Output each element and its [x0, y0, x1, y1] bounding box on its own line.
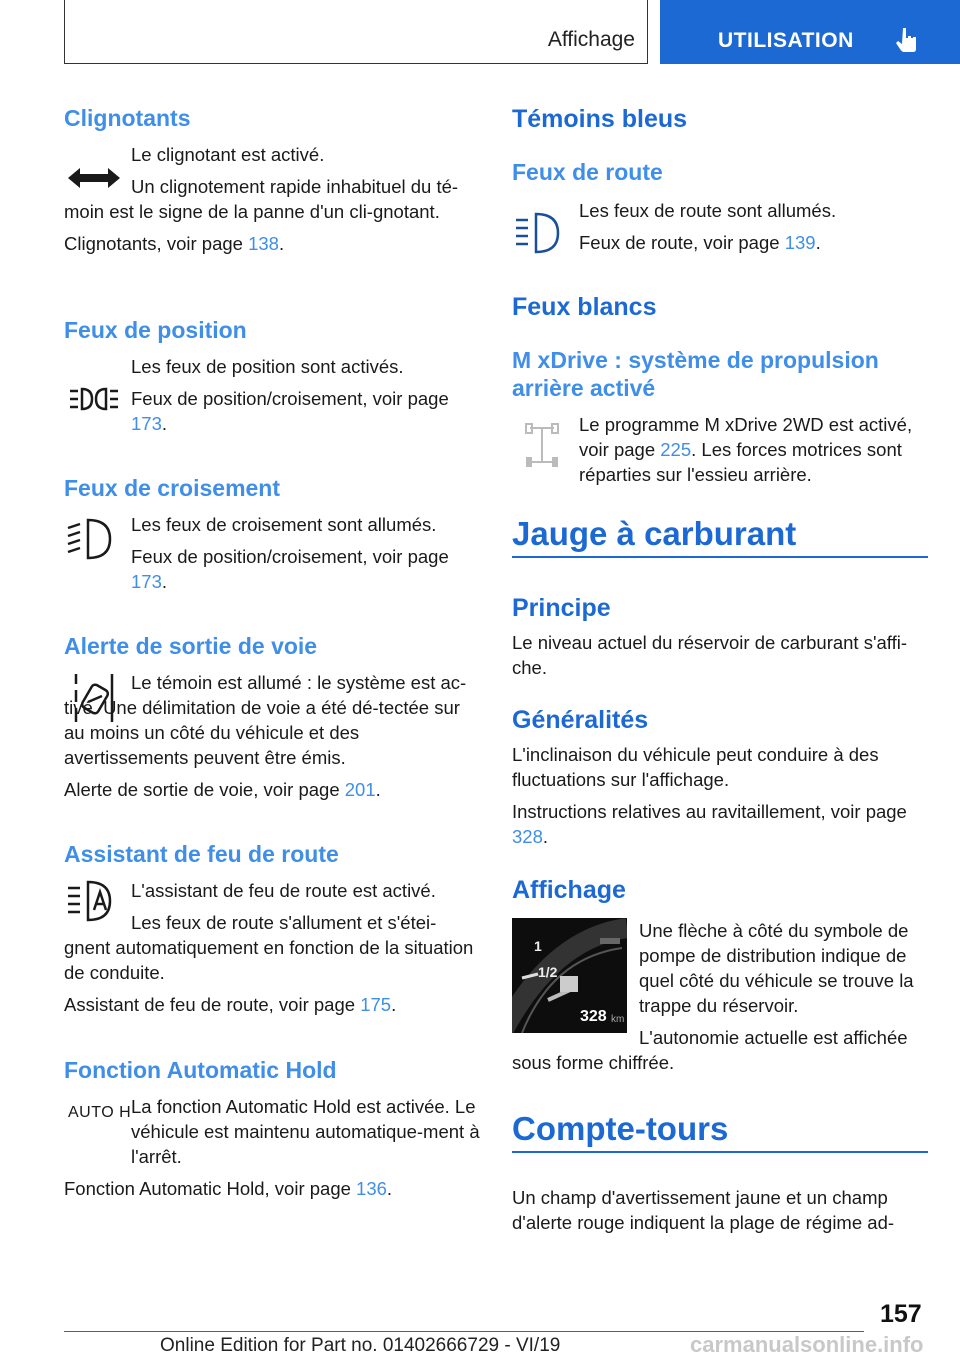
jauge-section [512, 514, 928, 1109]
assistant-feu-ref: Assistant de feu de route, voir page 175. [64, 994, 397, 1015]
affichage-heading: Affichage [512, 876, 626, 904]
feux-position-text-1: Les feux de position sont activés. [131, 356, 404, 377]
alerte-sortie-ref: Alerte de sortie de voie, voir page 201. [64, 779, 381, 800]
feux-croisement-text-1: Les feux de croisement sont allumés. [131, 514, 437, 535]
feux-position-section [64, 316, 480, 474]
clignotants-text-1: Le clignotant est activé. [131, 144, 325, 165]
clignotants-text-2: Un clignotement rapide inhabituel du té-moin est le signe de la panne d'un cli-gnotant. [64, 176, 459, 222]
right-column [512, 100, 928, 1239]
clignotants-section [64, 100, 480, 290]
affichage-text-1: Une flèche à côté du symbole de pompe de distribution indique de quel côté du véhicule se trouve la trappe du réservoir. [639, 920, 914, 1016]
footer-edition: Online Edition for Part no. 01402666729 - VI/19 [160, 1335, 561, 1356]
page-link-225[interactable]: 225 [660, 439, 692, 460]
principe-heading: Principe [512, 594, 611, 622]
page-link-173b[interactable]: 173 [131, 571, 162, 592]
principe-text: Le niveau actuel du réservoir de carburant s'affi-che. [512, 632, 907, 678]
generalites-ref: Instructions relatives au ravitaillement, voir page 328. [512, 801, 907, 847]
clignotants-ref: Clignotants, voir page 138. [64, 233, 285, 254]
feux-croisement-heading: Feux de croisement [64, 475, 281, 501]
compte-tours-section [512, 1109, 928, 1239]
header-section-box [64, 0, 648, 64]
gauge-mark-one: 1 [534, 938, 542, 954]
temoins-bleus-heading: Témoins bleus [512, 105, 688, 133]
feux-route-text-1: Les feux de route sont allumés. [579, 200, 837, 221]
hand-pointer-icon [894, 26, 920, 52]
assistant-feu-heading: Assistant de feu de route [64, 841, 339, 867]
jauge-heading: Jauge à carburant [512, 515, 797, 552]
xdrive-heading: M xDrive : système de propulsion arrière activé [512, 347, 879, 401]
feux-position-heading: Feux de position [64, 317, 247, 343]
page-link-328[interactable]: 328 [512, 826, 543, 847]
gauge-range-unit: km [611, 1014, 625, 1025]
xdrive-text: Le programme M xDrive 2WD est activé, voir page 225. Les forces motrices sont réparties sur l'essieu arrière. [579, 414, 913, 485]
feux-route-heading: Feux de route [512, 159, 663, 185]
chapter-title: UTILISATION [718, 29, 854, 52]
gauge-mark-half: 1/2 [538, 964, 558, 980]
left-column [64, 100, 480, 1206]
page-link-173[interactable]: 173 [131, 413, 162, 434]
affichage-text-2: L'autonomie actuelle est affichée sous forme chiffrée. [512, 1027, 908, 1073]
page-link-201[interactable]: 201 [344, 779, 376, 800]
automatic-hold-ref: Fonction Automatic Hold, voir page 136. [64, 1178, 393, 1199]
alerte-sortie-heading: Alerte de sortie de voie [64, 633, 318, 659]
auto-hold-icon: AUTO H [68, 1104, 132, 1121]
compte-tours-heading-rule [512, 1109, 928, 1153]
automatic-hold-heading: Fonction Automatic Hold [64, 1057, 337, 1083]
automatic-hold-text-1: La fonction Automatic Hold est activée. Le véhicule est maintenu automatique-ment à l'arrêt. [131, 1096, 480, 1167]
page-link-138[interactable]: 138 [248, 233, 279, 254]
feux-route-ref: Feux de route, voir page 139. [579, 232, 821, 253]
header-chapter-box [660, 0, 960, 64]
section-title: Affichage [547, 28, 635, 51]
page-link-175[interactable]: 175 [360, 994, 392, 1015]
generalites-heading: Généralités [512, 706, 649, 734]
jauge-heading-rule [512, 514, 928, 558]
assistant-feu-text-2: Les feux de route s'allument et s'étei-gnent automatiquement en fonction de la situation de conduite. [64, 912, 474, 983]
page-number: 157 [880, 1300, 922, 1328]
assistant-feu-text-1: L'assistant de feu de route est activé. [131, 880, 436, 901]
feux-croisement-ref: Feux de position/croisement, voir page 173. [131, 546, 449, 592]
clignotants-heading: Clignotants [64, 105, 191, 131]
alerte-sortie-text-1: Le témoin est allumé : le système est ac-tivé. Une délimitation de voie a été dé-tectée sur au moins un côté du véhicule et des avertissements peuvent être émis. [64, 672, 467, 768]
gauge-range-value: 328 [580, 1008, 607, 1025]
compte-tours-heading: Compte-tours [512, 1110, 729, 1147]
assistant-feu-section [64, 840, 480, 1056]
feux-croisement-section [64, 474, 480, 632]
alerte-sortie-section [64, 632, 480, 840]
page-link-139[interactable]: 139 [784, 232, 816, 253]
temoins-bleus-section [512, 100, 928, 288]
generalites-text-1: L'inclinaison du véhicule peut conduire à des fluctuations sur l'affichage. [512, 744, 879, 790]
feux-blancs-section [512, 288, 928, 514]
feux-blancs-heading: Feux blancs [512, 293, 657, 321]
watermark: carmanualsonline.info [690, 1332, 924, 1357]
page-link-136[interactable]: 136 [356, 1178, 387, 1199]
feux-position-ref: Feux de position/croisement, voir page 173. [131, 388, 449, 434]
automatic-hold-section [64, 1056, 480, 1206]
compte-tours-text-1: Un champ d'avertissement jaune et un champ d'alerte rouge indiquent la plage de régime ad- [512, 1187, 895, 1233]
